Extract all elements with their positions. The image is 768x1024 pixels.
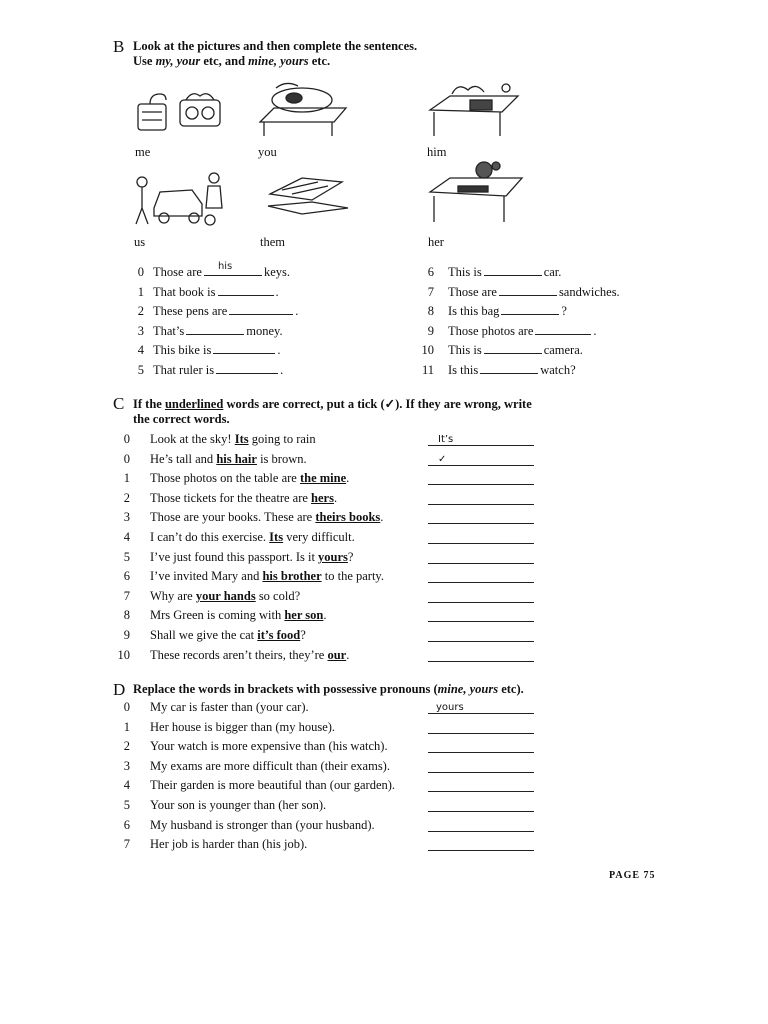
c-item-underlined: our <box>327 648 347 662</box>
c-item-number: 6 <box>123 569 130 583</box>
c-item-number: 5 <box>123 550 130 564</box>
d-item-text: Their garden is more beautiful than (our garden). <box>150 778 396 792</box>
c-item-number: 2 <box>123 491 130 505</box>
b-answer-5[interactable] <box>216 362 278 374</box>
b-answer-10[interactable] <box>484 342 542 354</box>
d-answer-0[interactable]: yours <box>428 713 534 714</box>
d-answer-3[interactable] <box>428 772 534 773</box>
c-item-number: 1 <box>123 471 130 485</box>
c-item-text: Those are your books. These are theirs books. <box>150 510 384 524</box>
d-item-number: 7 <box>123 837 130 851</box>
b-item-2: 2 These pens are . <box>137 304 299 318</box>
d-item-4 <box>112 777 395 793</box>
b-answer-8[interactable] <box>501 303 559 315</box>
c-item-text: I’ve just found this passport. Is it yours? <box>150 550 354 564</box>
d-item-1 <box>112 719 335 735</box>
c-item-number: 0 <box>123 452 130 466</box>
d-item-number: 0 <box>123 700 130 714</box>
c-item-9 <box>112 607 327 623</box>
d-item-text: Your son is younger than (her son). <box>150 798 327 812</box>
c-item-text: I’ve invited Mary and his brother to the party. <box>150 569 384 583</box>
section-b-instructions <box>133 39 417 69</box>
c-item-text: Why are your hands so cold? <box>150 589 301 603</box>
c-item-10 <box>112 627 306 643</box>
d-item-text: My car is faster than (your car). <box>150 700 309 714</box>
c-item-text: These records aren’t theirs, they’re our. <box>150 648 350 662</box>
d-item-number: 4 <box>123 778 130 792</box>
d-answer-6[interactable] <box>428 831 534 832</box>
section-c-letter: C <box>113 394 125 413</box>
c-item-3 <box>112 490 337 506</box>
d-item-3 <box>112 758 390 774</box>
c-answer-4[interactable] <box>428 523 534 524</box>
b-answer-2[interactable] <box>229 303 293 315</box>
section-b-letter: B <box>113 37 125 56</box>
c-item-text: Those photos on the table are the mine. <box>150 471 350 485</box>
b-item-1: 1 That book is . <box>137 285 279 299</box>
d-item-text: Her job is harder than (his job). <box>150 837 308 851</box>
illustration-keys-me <box>130 88 230 140</box>
d-item-2 <box>112 738 388 754</box>
c-item-underlined: your hands <box>195 589 256 603</box>
caption-me: me <box>135 145 151 159</box>
c-answer-7[interactable] <box>428 582 534 583</box>
c-item-underlined: theirs books <box>315 510 381 524</box>
c-answer-8[interactable] <box>428 602 534 603</box>
c-item-underlined: her son <box>284 608 324 622</box>
b-item-5: 5 That ruler is . <box>137 363 284 377</box>
c-item-8 <box>112 588 300 604</box>
c-answer-9[interactable] <box>428 621 534 622</box>
c-item-underlined: hers <box>311 491 334 505</box>
d-item-number: 2 <box>123 739 130 753</box>
c-item-underlined: his hair <box>216 452 257 466</box>
d-item-7 <box>112 836 307 852</box>
b-item-0: 0 Those are his keys. <box>137 261 290 279</box>
c-item-5 <box>112 529 355 545</box>
d-item-number: 3 <box>123 759 130 773</box>
d-answer-2[interactable] <box>428 752 534 753</box>
b-item-8: 8 Is this bag ? <box>427 304 567 318</box>
b-answer-3[interactable] <box>186 323 244 335</box>
c-answer-0[interactable]: It’s <box>428 445 534 446</box>
b-item-7: 7 Those are sandwiches. <box>427 285 620 299</box>
c-item-underlined: yours <box>318 550 348 564</box>
illustration-sandwiches-them <box>262 172 352 218</box>
page-number: PAGE 75 <box>609 870 656 881</box>
caption-him: him <box>427 145 447 159</box>
c-item-number: 10 <box>117 648 130 662</box>
b-item-3: 3 That’s money. <box>137 324 283 338</box>
b-item-6: 6 This is car. <box>427 265 562 279</box>
d-item-text: My exams are more difficult than (their exams). <box>150 759 390 773</box>
b-answer-4[interactable] <box>213 342 275 354</box>
d-answer-4[interactable] <box>428 791 534 792</box>
c-answer-11[interactable] <box>428 661 534 662</box>
section-d-letter: D <box>113 680 126 699</box>
c-answer-5[interactable] <box>428 543 534 544</box>
b-item-9: 9 Those photos are . <box>427 324 597 338</box>
illustration-car-us <box>130 168 230 228</box>
c-item-underlined: the mine <box>299 471 347 485</box>
d-item-text: Her house is bigger than (my house). <box>150 720 336 734</box>
c-item-11 <box>112 647 349 663</box>
c-item-2 <box>112 470 349 486</box>
b-item-10: 10 This is camera. <box>421 343 583 357</box>
c-answer-2[interactable] <box>428 484 534 485</box>
d-item-text: Your watch is more expensive than (his watch). <box>150 739 388 753</box>
section-c-line1: If the underlined words are correct, put a tick (✓). If they are wrong, write <box>133 397 532 411</box>
d-item-number: 6 <box>123 818 130 832</box>
b-answer-6[interactable] <box>484 264 542 276</box>
d-item-text: My husband is stronger than (your husband). <box>150 818 375 832</box>
c-item-number: 4 <box>123 530 130 544</box>
b-answer-0[interactable]: his <box>204 264 262 276</box>
c-item-7 <box>112 568 384 584</box>
c-item-number: 7 <box>123 589 130 603</box>
d-item-6 <box>112 817 375 833</box>
c-item-underlined: Its <box>234 432 249 446</box>
section-d-instructions: Replace the words in brackets with possessive pronouns (mine, yours etc). <box>133 682 524 696</box>
c-item-number: 3 <box>123 510 130 524</box>
b-item-4: 4 This bike is . <box>137 343 281 357</box>
c-item-text: Shall we give the cat it’s food? <box>150 628 306 642</box>
b-item-11: 11 Is this watch? <box>421 363 576 377</box>
section-b-line2: Use my, your etc, and mine, yours etc. <box>133 54 331 68</box>
c-answer-10[interactable] <box>428 641 534 642</box>
c-item-text: He’s tall and his hair is brown. <box>150 452 307 466</box>
c-answer-1[interactable]: ✓ <box>428 465 534 466</box>
c-item-6 <box>112 549 353 565</box>
d-item-number: 1 <box>123 720 130 734</box>
c-item-0 <box>112 431 316 447</box>
section-b-line1: Look at the pictures and then complete the sentences. <box>133 39 418 53</box>
c-item-text: Those tickets for the theatre are hers. <box>150 491 338 505</box>
section-c-instructions <box>133 397 532 427</box>
c-item-text: Look at the sky! Its going to rain <box>150 432 316 446</box>
d-item-number: 5 <box>123 798 130 812</box>
b-answer-7[interactable] <box>499 284 557 296</box>
c-item-underlined: Its <box>269 530 284 544</box>
illustration-desk-her <box>426 160 526 226</box>
c-item-underlined: his brother <box>262 569 322 583</box>
caption-her: her <box>428 235 444 249</box>
caption-us: us <box>134 235 146 249</box>
c-item-text: I can’t do this exercise. Its very difficult. <box>150 530 355 544</box>
illustration-table-him <box>424 82 524 140</box>
c-item-number: 0 <box>123 432 130 446</box>
c-item-4 <box>112 509 383 525</box>
illustration-food-you <box>254 82 354 138</box>
caption-you: you <box>258 145 277 159</box>
d-answer-7[interactable] <box>428 850 534 851</box>
c-item-text: Mrs Green is coming with her son. <box>150 608 327 622</box>
b-answer-11[interactable] <box>480 362 538 374</box>
c-item-underlined: it’s food <box>257 628 301 642</box>
section-c-line2: the correct words. <box>133 412 230 426</box>
b-answer-9[interactable] <box>535 323 591 335</box>
d-item-0 <box>112 699 309 715</box>
c-item-number: 9 <box>123 628 130 642</box>
c-answer-3[interactable] <box>428 504 534 505</box>
c-item-1 <box>112 451 307 467</box>
d-answer-5[interactable] <box>428 811 534 812</box>
c-answer-6[interactable] <box>428 563 534 564</box>
c-item-number: 8 <box>123 608 130 622</box>
caption-them: them <box>260 235 285 249</box>
d-item-5 <box>112 797 326 813</box>
b-answer-1[interactable] <box>218 284 274 296</box>
d-answer-1[interactable] <box>428 733 534 734</box>
